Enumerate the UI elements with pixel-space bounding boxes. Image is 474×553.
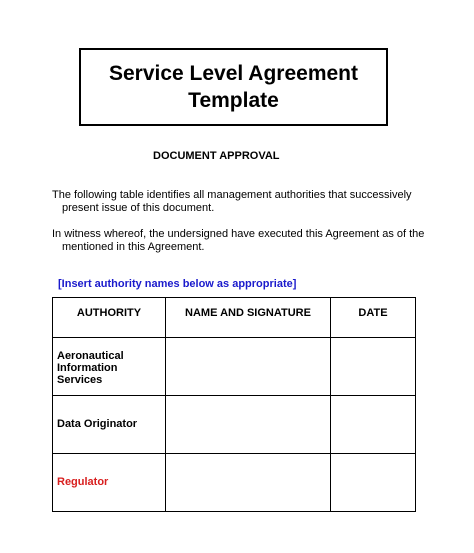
signature-cell[interactable] bbox=[166, 338, 331, 396]
paragraph-witness-line-1: In witness whereof, the undersigned have executed this Agreement as of the bbox=[52, 228, 425, 240]
authority-label-regulator: Regulator bbox=[57, 476, 109, 488]
date-cell[interactable] bbox=[331, 338, 416, 396]
authority-label-line-1: Aeronautical bbox=[57, 350, 124, 362]
date-cell[interactable] bbox=[331, 396, 416, 454]
authority-cell bbox=[53, 454, 166, 512]
approval-table bbox=[52, 297, 416, 512]
table-row bbox=[53, 396, 416, 454]
paragraph-witness bbox=[52, 228, 424, 254]
paragraph-witness-line-2: mentioned in this Agreement. bbox=[62, 241, 205, 253]
header-name-and-signature: NAME AND SIGNATURE bbox=[166, 298, 331, 338]
paragraph-authorities bbox=[52, 189, 412, 215]
title-line-1: Service Level Agreement bbox=[108, 62, 359, 85]
paragraph-authorities-line-2: present issue of this document. bbox=[62, 202, 215, 214]
paragraph-authorities-line-1: The following table identifies all management authorities that successively bbox=[52, 189, 412, 201]
insert-authority-note: [Insert authority names below as appropriate] bbox=[58, 278, 297, 290]
authority-label-line-2: Information bbox=[57, 362, 118, 374]
title-box bbox=[79, 48, 388, 126]
authority-label-line-3: Services bbox=[57, 374, 103, 386]
authority-cell bbox=[53, 396, 166, 454]
header-authority: AUTHORITY bbox=[53, 298, 166, 338]
signature-cell[interactable] bbox=[166, 396, 331, 454]
section-heading: DOCUMENT APPROVAL bbox=[153, 150, 280, 162]
header-date: DATE bbox=[331, 298, 416, 338]
table-row bbox=[53, 338, 416, 396]
signature-cell[interactable] bbox=[166, 454, 331, 512]
authority-cell bbox=[53, 338, 166, 396]
date-cell[interactable] bbox=[331, 454, 416, 512]
table-row bbox=[53, 454, 416, 512]
title-line-2: Template bbox=[188, 89, 279, 112]
authority-label: Data Originator bbox=[57, 418, 138, 430]
table-header-row bbox=[53, 298, 416, 338]
